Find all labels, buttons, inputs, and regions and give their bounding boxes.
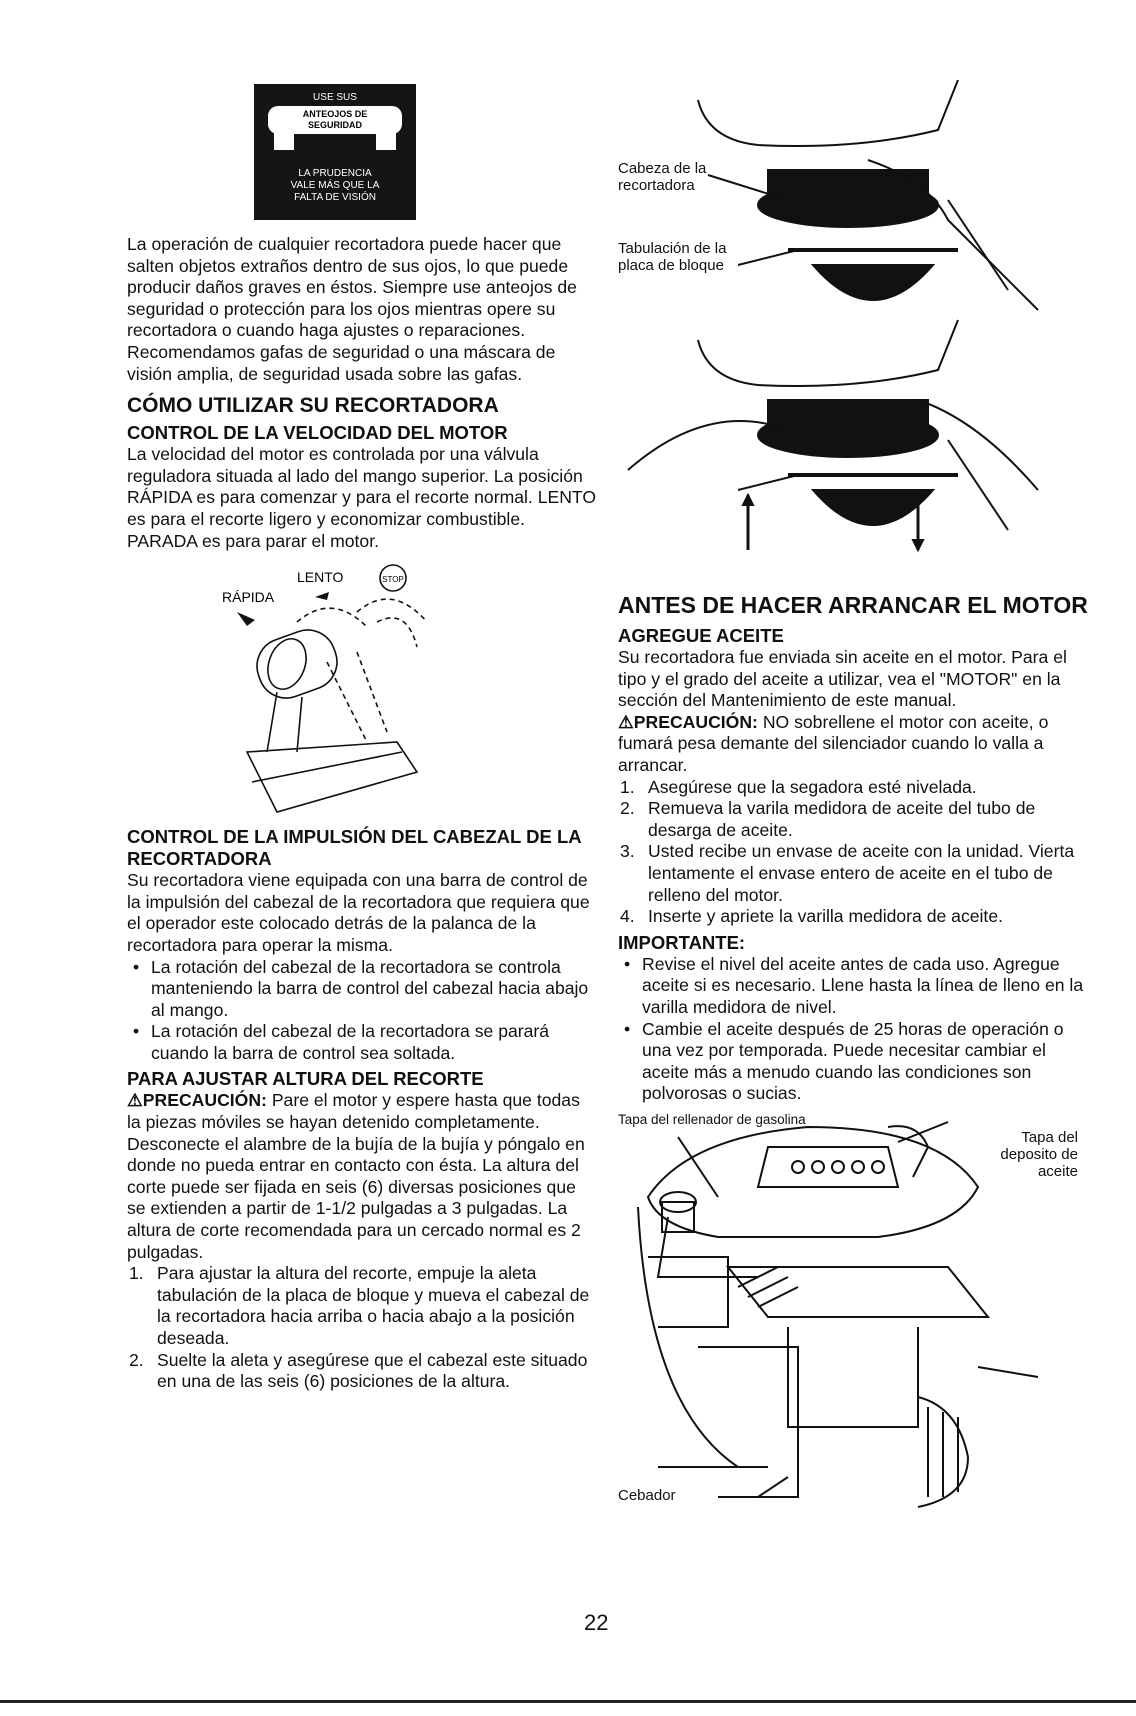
- add-oil-text: Su recortadora fue enviada sin aceite en el motor. Para el tipo y el grado del aceite a utilizar, vea el "MOTOR" en la sección del Mantenimiento de este manual.: [618, 647, 1067, 711]
- list-item: • Revise el nivel del aceite antes de cada uso. Agregue aceite si es necesario. Llene hasta la línea de lleno en la varilla medidora de nivel.: [624, 953, 1084, 1017]
- caution-icon: ⚠: [618, 711, 634, 732]
- drive-control-text: Su recortadora viene equipada con una barra de control de la impulsión del cabezal de la recortadora que requiera que el operador este colocado detrás de la palanca de la recortadora para operar la misma.: [127, 870, 590, 955]
- throttle-label-fast: RÁPIDA: [222, 589, 275, 606]
- throttle-lever-drawing: [247, 599, 427, 812]
- cut-height-caution: ⚠PRECAUCIÓN: Pare el motor y espere hasta que todas la piezas móviles se hayan detenido completamente. Desconecte el alambre de la bujía de la bujía y póngalo en donde no pueda entrar en contacto con ésta. La altura del corte puede ser fijada en seis (6) diversas posiciones que se extienden a partir de 1-1/2 pulgadas a 3 pulgadas. La altura de corte recomendada para un cercado normal es 2 pulgadas.: [127, 1090, 585, 1262]
- section-title: CÓMO UTILIZAR SU RECORTADORA: [127, 394, 499, 418]
- label-line: FALTA DE VISIÓN: [294, 192, 376, 203]
- list-item: 1. Asegúrese que la segadora esté nivelada.: [620, 776, 977, 797]
- label-line: VALE MÁS QUE LA: [290, 180, 380, 191]
- intro-paragraph: La operación de cualquier recortadora puede hacer que salten objetos extraños dentro de sus ojos, lo que puede producir daños graves en éstos. Siempre use anteojos de seguridad o protección para los ojos mientras opere su recortadora o cuando haga ajustes o reparaciones. Recomendamos gafas de seguridad o una máscara de visión amplia, de seguridad usada sobre las gafas.: [127, 234, 577, 384]
- subsection-title: CONTROL DE LA IMPULSIÓN DEL CABEZAL DE LA RECORTADORA: [127, 826, 581, 870]
- speed-control-text: La velocidad del motor es controlada por una válvula reguladora situada al lado del mango superior. La posición RÁPIDA es para comenzar y para el recorte normal. LENTO es para el recorte ligero y economizar combustible. PARADA es para parar el motor.: [127, 444, 597, 551]
- engine-figure: [618, 1111, 1088, 1537]
- add-oil-steps: [618, 777, 1088, 928]
- list-item: 3. Usted recibe un envase de aceite con la unidad. Vierta lentamente el envase entero de aceite en el tubo de relleno del motor.: [620, 841, 1075, 905]
- figure-label-oil-cap: Tapa del deposito de aceite: [1000, 1128, 1078, 1180]
- figure-label-trimmer-head: Cabeza de la recortadora: [618, 160, 707, 194]
- drive-control-bullets: [127, 957, 597, 1065]
- subsection-title: AGREGUE ACEITE: [618, 625, 784, 646]
- figure-label-primer: Cebador: [618, 1486, 676, 1504]
- section-title: ANTES DE HACER ARRANCAR EL MOTOR: [618, 592, 1088, 618]
- right-column: [618, 80, 1088, 1537]
- list-item: 1. Para ajustar la altura del recorte, empuje la aleta tabulación de la placa de bloque y mueva el cabezal de la recortadora hacia arriba o hacia abajo a la posición deseada.: [129, 1263, 590, 1348]
- figure-label-fuel-cap: Tapa del rellenador de gasolina: [618, 1111, 806, 1127]
- throttle-figure: [127, 552, 597, 822]
- trimmer-head-figure: [618, 80, 1088, 560]
- list-item: • La rotación del cabezal de la recortadora se parará cuando la barra de control sea soltada.: [133, 1021, 550, 1063]
- label-text: ANTEOJOS DE: [302, 109, 368, 119]
- label-line: USE SUS: [313, 92, 357, 103]
- list-item: 4. Inserte y apriete la varilla medidora de aceite.: [620, 906, 1003, 927]
- stop-icon-label: STOP: [382, 575, 404, 585]
- important-bullets: [618, 954, 1088, 1105]
- caution-icon: ⚠: [127, 1090, 143, 1111]
- cut-height-steps: [127, 1263, 597, 1393]
- list-item: 2. Remueva la varila medidora de aceite del tubo de desarga de aceite.: [620, 798, 1036, 840]
- subsection-title: PARA AJUSTAR ALTURA DEL RECORTE: [127, 1068, 484, 1090]
- label-line: LA PRUDENCIA: [298, 168, 372, 179]
- turtle-icon: [315, 592, 329, 600]
- page-number: 22: [584, 1610, 609, 1635]
- left-column: [127, 86, 597, 1393]
- list-item: 2. Suelte la aleta y asegúrese que el cabezal este situado en una de las seis (6) posiciones de la altura.: [129, 1349, 588, 1392]
- important-label: IMPORTANTE:: [618, 931, 746, 953]
- add-oil-caution: ⚠PRECAUCIÓN: NO sobrellene el motor con aceite, o fumará pesa demante del silenciador cuando lo valla a arrancar.: [618, 711, 1049, 775]
- list-item: • La rotación del cabezal de la recortadora se controla manteniendo la barra de control del cabezal hacia abajo al mango.: [133, 956, 589, 1020]
- bottom-rule: [0, 1700, 1136, 1703]
- figure-label-block-plate-tab: Tabulación de la placa de bloque: [618, 240, 727, 274]
- throttle-label-slow: LENTO: [297, 569, 344, 586]
- label-text: SEGURIDAD: [307, 120, 363, 130]
- rabbit-icon: [237, 612, 255, 626]
- subsection-title: CONTROL DE LA VELOCIDAD DEL MOTOR: [127, 422, 508, 444]
- list-item: • Cambie el aceite después de 25 horas de operación o una vez por temporada. Puede necesitar cambiar el aceite más a menudo cuando las condiciones son polvorosas o sucias.: [624, 1018, 1064, 1104]
